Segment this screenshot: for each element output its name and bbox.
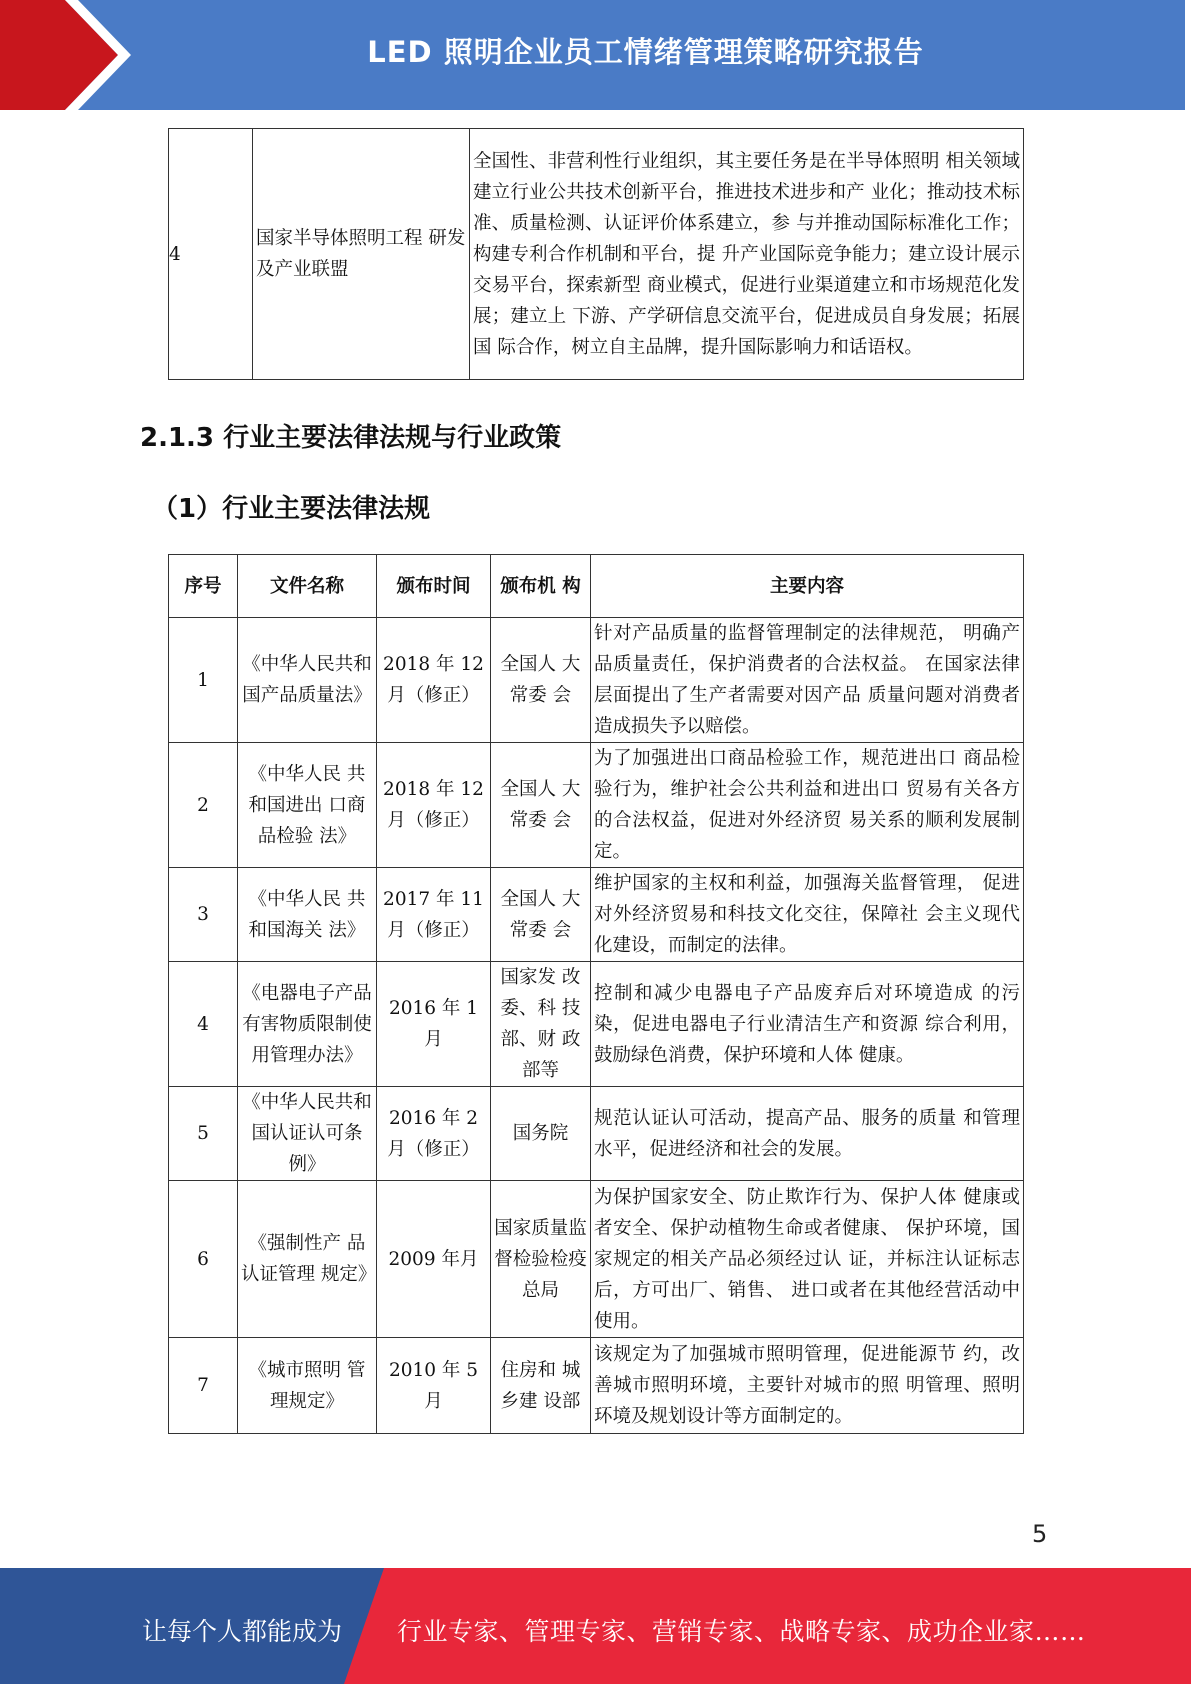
laws-table: [168, 554, 1024, 1434]
cell-no: 4: [169, 962, 238, 1087]
footer-banner: [0, 1568, 1191, 1684]
table-row: [169, 962, 1024, 1087]
table-row: [169, 618, 1024, 743]
cell-date: 2016 年 1 月: [377, 962, 491, 1087]
header-no: 序号: [169, 555, 238, 618]
header-org: 颁布机 构: [491, 555, 591, 618]
cell-content: 该规定为了加强城市照明管理，促进能源节 约，改善城市照明环境，主要针对城市的照 明管理、照明环境及规划设计等方面制定的。: [591, 1338, 1024, 1434]
cell-no: 6: [169, 1181, 238, 1338]
page-number: 5: [1032, 1520, 1048, 1548]
header-content: 主要内容: [591, 555, 1024, 618]
header-banner: [0, 0, 1191, 110]
cell-content: 针对产品质量的监督管理制定的法律规范， 明确产品质量责任，保护消费者的合法权益。 在国家法律层面提出了生产者需要对因产品 质量问题对消费者造成损失予以赔偿。: [591, 618, 1024, 743]
cell-content: 为保护国家安全、防止欺诈行为、保护人体 健康或者安全、保护动植物生命或者健康、 保护环境，国家规定的相关产品必须经过认 证，并标注认证标志后，方可出厂、销售、 进口或者在其他经营活动中使用。: [591, 1181, 1024, 1338]
cell-date: 2018 年 12 月（修正）: [377, 743, 491, 868]
cell-date: 2009 年月: [377, 1181, 491, 1338]
cell-date: 2016 年 2 月（修正）: [377, 1087, 491, 1181]
cell-name: 《强制性产 品认证管理 规定》: [238, 1181, 377, 1338]
cell-org: 住房和 城乡建 设部: [491, 1338, 591, 1434]
org-name: 国家半导体照明工程 研发及产业联盟: [253, 129, 470, 380]
chevron-arrow-icon: [0, 0, 160, 110]
footer-slogan-left: 让每个人都能成为: [142, 1617, 343, 1646]
header-name: 文件名称: [238, 555, 377, 618]
cell-no: 1: [169, 618, 238, 743]
subsection-heading: （1）行业主要法律法规: [152, 494, 431, 524]
cell-name: 《中华人民共和国产品质量法》: [238, 618, 377, 743]
table-row: [169, 743, 1024, 868]
cell-date: 2017 年 11 月（修正）: [377, 868, 491, 962]
cell-name: 《电器电子产品有害物质限制使用管理办法》: [238, 962, 377, 1087]
cell-content: 为了加强进出口商品检验工作，规范进出口 商品检验行为，维护社会公共利益和进出口 贸易有关各方的合法权益，促进对外经济贸 易关系的顺利发展制定。: [591, 743, 1024, 868]
cell-date: 2010 年 5 月: [377, 1338, 491, 1434]
cell-org: 国家质量监督检验检疫总局: [491, 1181, 591, 1338]
cell-name: 《中华人民 共和国进出 口商品检验 法》: [238, 743, 377, 868]
table-row: [169, 1338, 1024, 1434]
row-number: 4: [169, 129, 253, 380]
report-title: LED 照明企业员工情绪管理策略研究报告: [367, 35, 924, 69]
footer-slogan-right: 行业专家、管理专家、营销专家、战略专家、成功企业家……: [397, 1617, 1086, 1646]
cell-org: 全国人 大常委 会: [491, 618, 591, 743]
cell-content: 维护国家的主权和利益，加强海关监督管理， 促进对外经济贸易和科技文化交往，保障社 会主义现代化建设，而制定的法律。: [591, 868, 1024, 962]
table-row: [169, 1181, 1024, 1338]
header-edge-strip: [1185, 0, 1191, 110]
header-date: 颁布时间: [377, 555, 491, 618]
cell-date: 2018 年 12 月（修正）: [377, 618, 491, 743]
table-row: [169, 129, 1024, 380]
org-description: 全国性、非营利性行业组织，其主要任务是在半导体照明 相关领域建立行业公共技术创新平台，推进技术进步和产 业化；推动技术标准、质量检测、认证评价体系建立，参 与并推动国际标准化工作；构建专利合作机制和平台，提 升产业国际竞争能力；建立设计展示交易平台，探索新型 商业模式，促进行业渠道建立和市场规范化发展；建立上 下游、产学研信息交流平台，促进成员自身发展；拓展国 际合作，树立自主品牌，提升国际影响力和话语权。: [470, 129, 1024, 380]
cell-content: 控制和减少电器电子产品废弃后对环境造成 的污染，促进电器电子行业清洁生产和资源 综合利用，鼓励绿色消费，保护环境和人体 健康。: [591, 962, 1024, 1087]
cell-name: 《中华人民共和国认证认可条例》: [238, 1087, 377, 1181]
cell-org: 国家发 改委、科 技部、财 政部等: [491, 962, 591, 1087]
cell-no: 3: [169, 868, 238, 962]
cell-no: 2: [169, 743, 238, 868]
table-row: [169, 1087, 1024, 1181]
table-header-row: [169, 555, 1024, 618]
alliance-table: [168, 128, 1024, 380]
cell-org: 全国人 大常委 会: [491, 868, 591, 962]
cell-org: 国务院: [491, 1087, 591, 1181]
cell-name: 《城市照明 管理规定》: [238, 1338, 377, 1434]
cell-name: 《中华人民 共和国海关 法》: [238, 868, 377, 962]
cell-content: 规范认证认可活动，提高产品、服务的质量 和管理水平，促进经济和社会的发展。: [591, 1087, 1024, 1181]
cell-no: 5: [169, 1087, 238, 1181]
cell-org: 全国人 大常委 会: [491, 743, 591, 868]
table-row: [169, 868, 1024, 962]
cell-no: 7: [169, 1338, 238, 1434]
section-heading: 2.1.3 行业主要法律法规与行业政策: [140, 423, 562, 453]
